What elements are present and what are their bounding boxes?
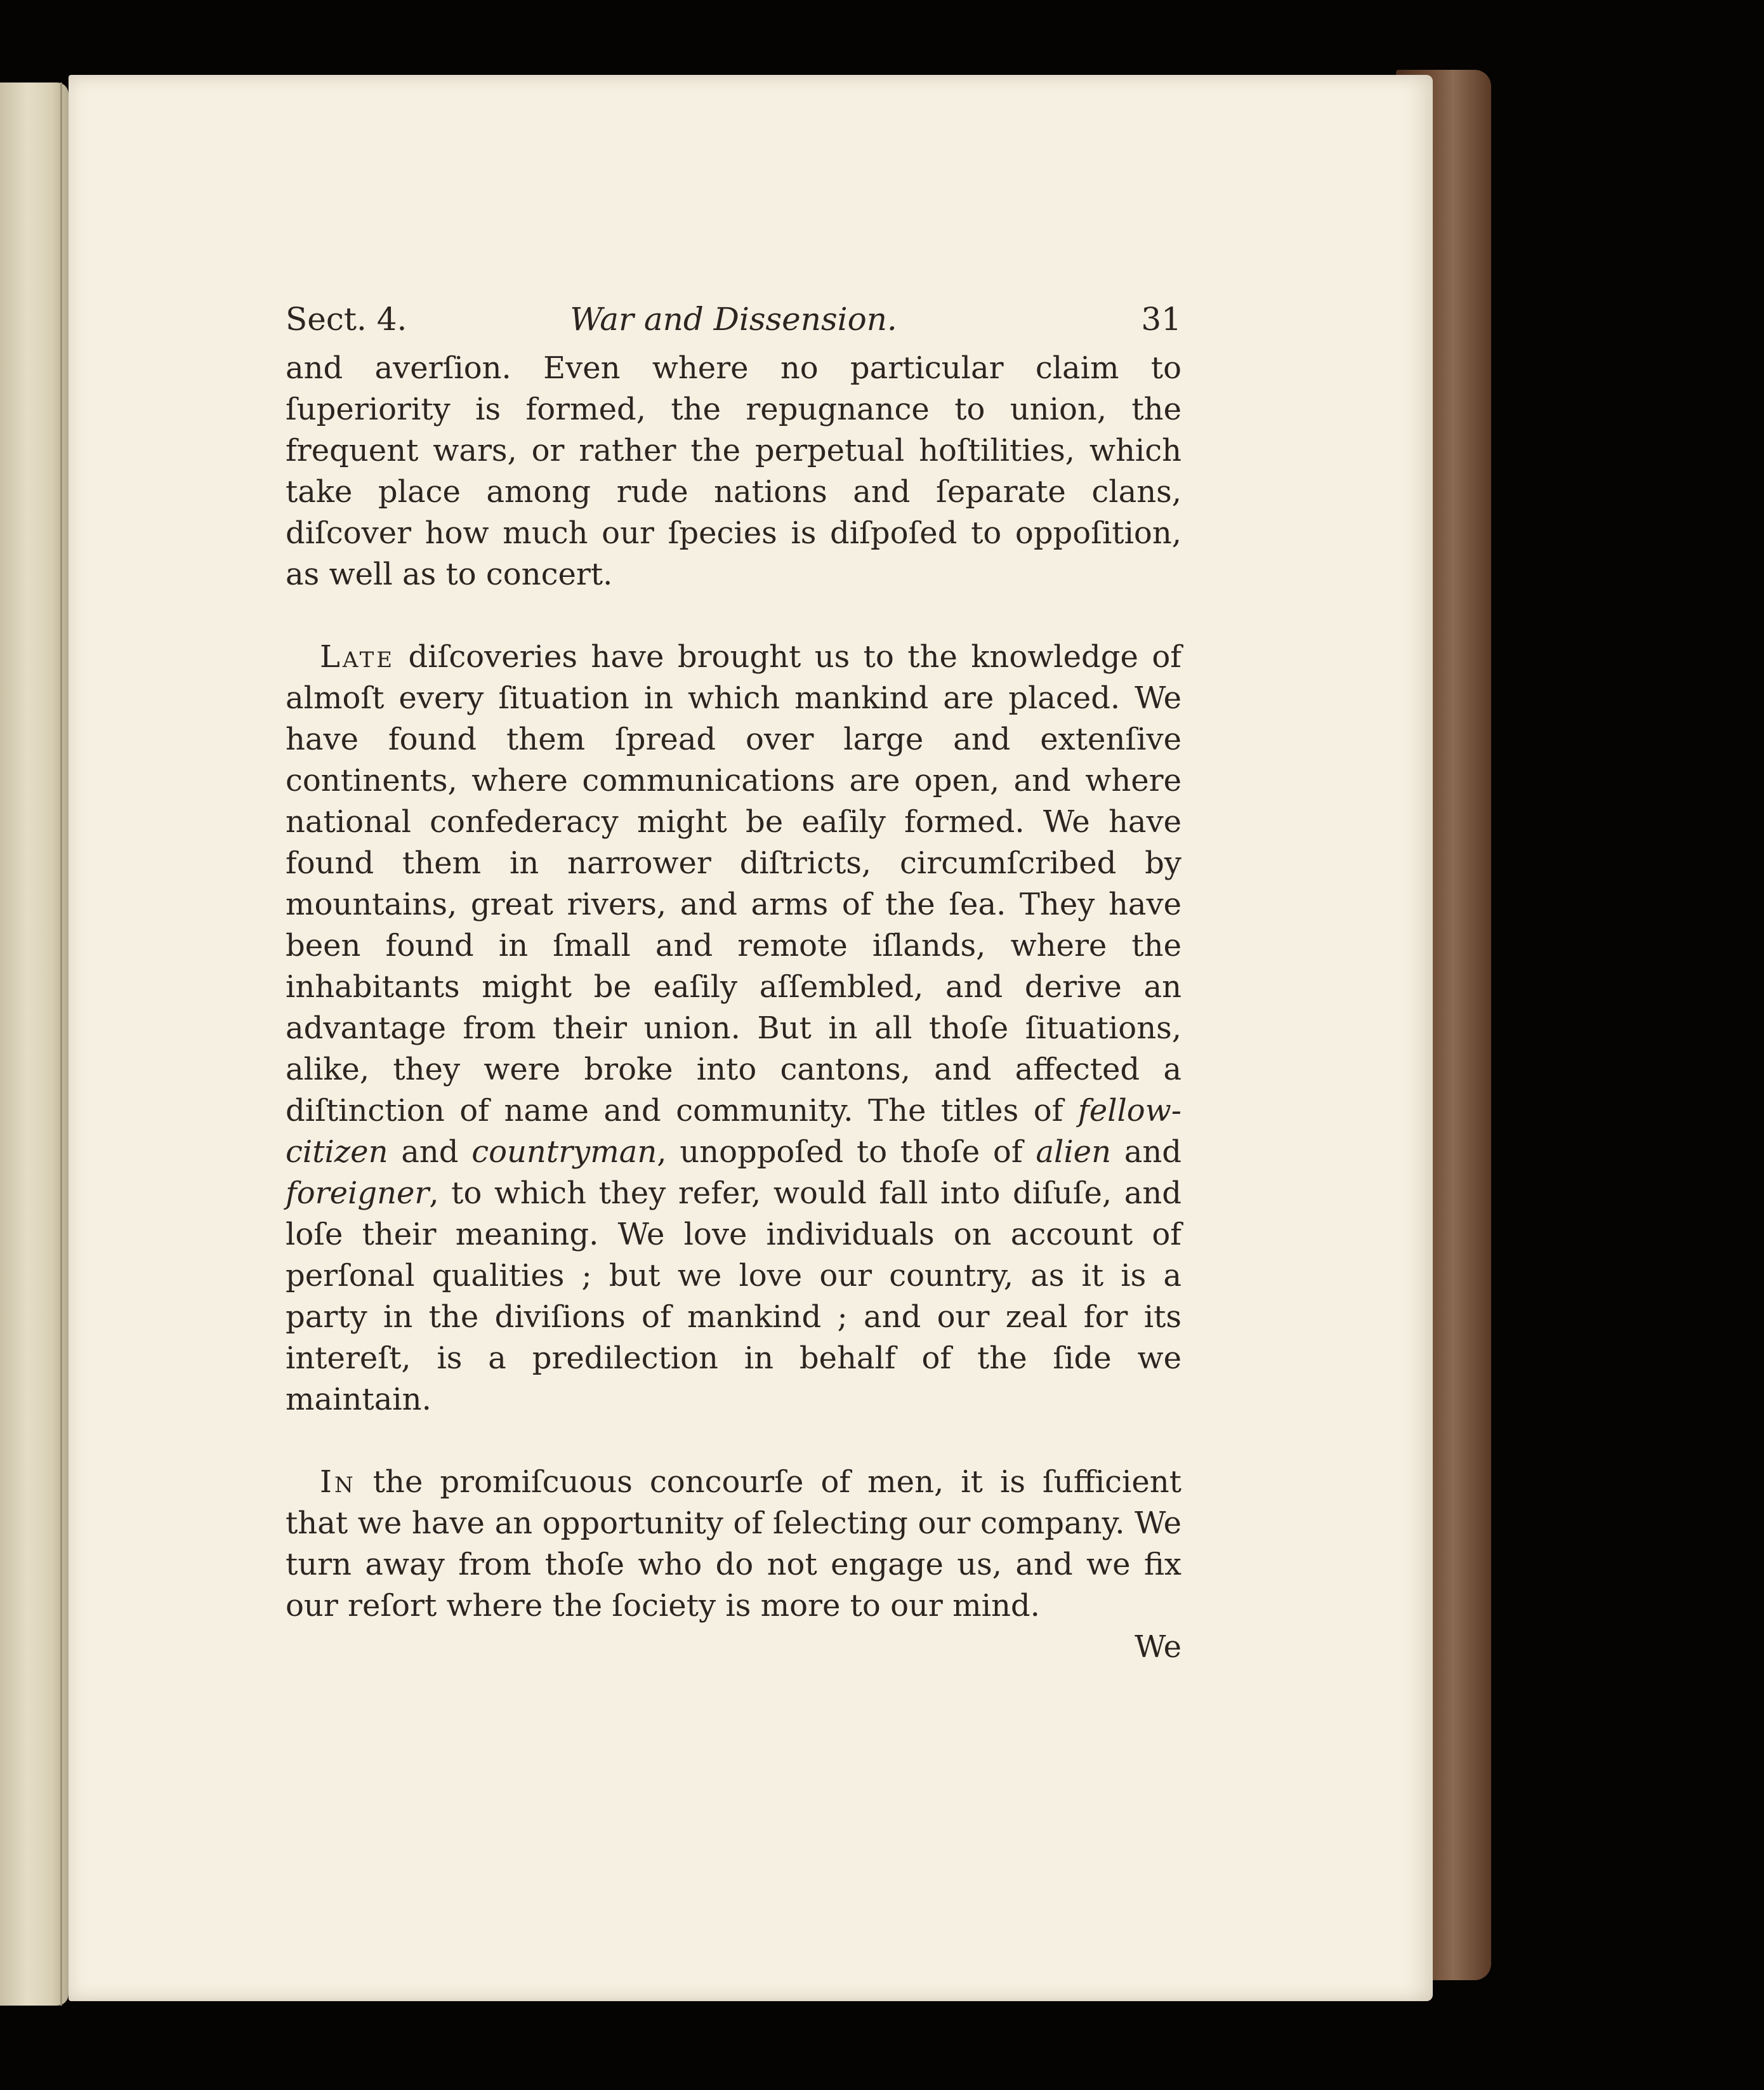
paragraph-1 (286, 348, 1181, 595)
italic-alien: alien (1036, 1134, 1111, 1170)
paragraph-2-mid-3: and (1110, 1134, 1181, 1170)
running-head (286, 291, 1181, 348)
section-label: Sect. 4. (286, 301, 407, 338)
italic-countryman: countryman (471, 1134, 657, 1170)
paragraph-3-text: the promiſcuous concourſe of men, it is ſufficient that we have an opportunity of ſelecting our company. We turn away from thoſe who do not engage us, and we fix our reſort where the ſociety is more to our mind. (286, 1464, 1181, 1624)
paragraph-2-lead: Late (320, 639, 395, 675)
paragraph-2-mid-2: , unoppoſed to thoſe of (657, 1134, 1036, 1170)
paragraph-2 (286, 637, 1181, 1420)
italic-foreigner: foreigner (286, 1175, 430, 1211)
paragraph-1-text: and averſion. Even where no particular claim to ſuperiority is formed, the repugnance to union, the frequent wars, or rather the perpetual hoſtilities, which take place among rude nations and ſeparate clans, diſcover how much our ſpecies is diſpoſed to oppoſition, as well as to concert. (286, 350, 1181, 592)
catchword: We (1135, 1629, 1181, 1665)
page-number: 31 (1141, 301, 1181, 338)
running-title: War and Dissension. (570, 301, 897, 338)
body-text (286, 348, 1181, 1627)
paragraph-2-text: diſcoveries have brought us to the knowledge of almoſt every ſituation in which mankind are placed. We have found them ſpread over large and extenſive continents, where communications are open, and where national confederacy might be eaſily formed. We have found them in narrower diſtricts, circumſcribed by mountains, great rivers, and arms of the ſea. They have been found in ſmall and remote iſlands, where the inhabitants might be eaſily aſſembled, and derive an advantage from their union. But in all thoſe ſituations, alike, they were broke into cantons, and affected a diſtinction of name and community. The titles of (286, 639, 1181, 1128)
paragraph-2-mid-1: and (388, 1134, 472, 1170)
text-block (286, 291, 1181, 1668)
italic-fellow-citizen: fellow-citizen (286, 1093, 1181, 1170)
paragraph-2-tail: , to which they refer, would fall into diſuſe, and loſe their meaning. We love individuals on account of perſonal qualities ; but we love our country, as it is a party in the diviſions of mankind ; and our zeal for its intereſt, is a predilection in behalf of the ſide we maintain. (286, 1175, 1181, 1417)
paragraph-3-lead: In (320, 1464, 356, 1500)
facing-page-edge (0, 83, 69, 2006)
book-page (69, 75, 1433, 2001)
paragraph-3 (286, 1462, 1181, 1627)
